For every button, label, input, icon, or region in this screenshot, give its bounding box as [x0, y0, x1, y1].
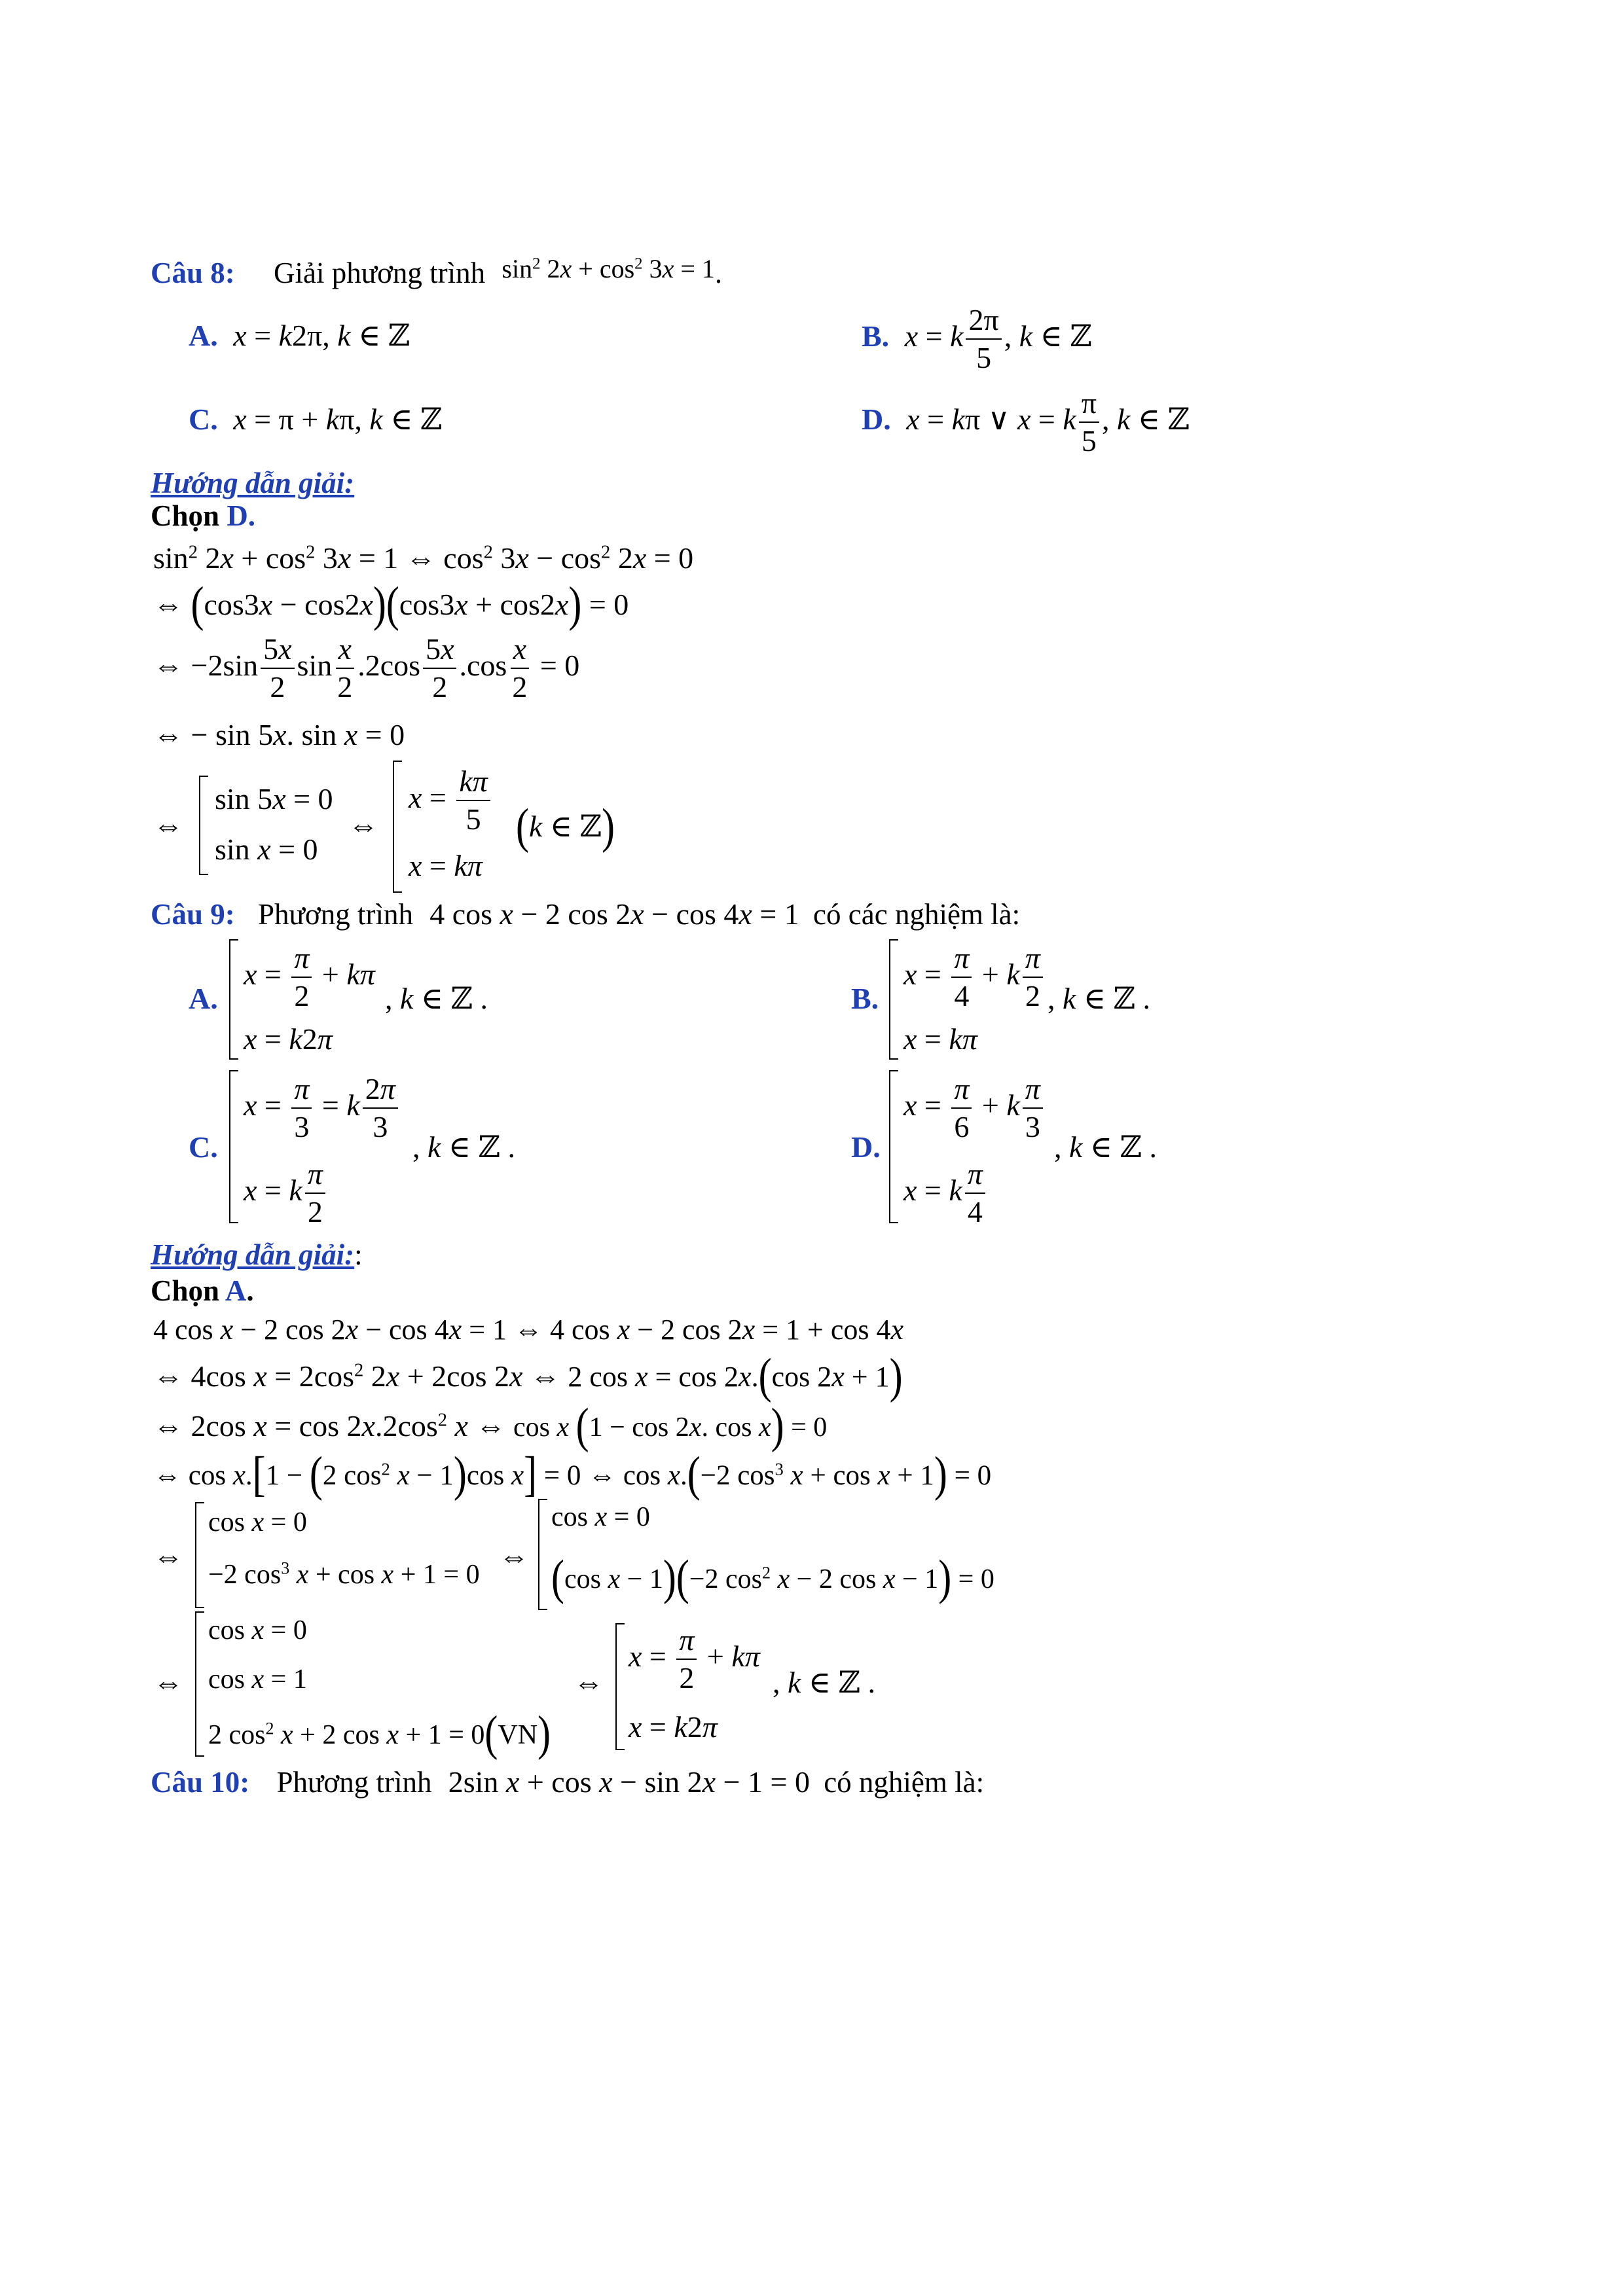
q8-option-b-label: B. — [862, 319, 890, 353]
q9-choice: Chọn A. — [151, 1274, 254, 1307]
q9-option-c-domain: , k ∈ ℤ . — [412, 1130, 516, 1164]
q9-step-6-domain: , k ∈ ℤ . — [773, 1666, 876, 1699]
q9-step-5-line-2: −2 $\cos^3 x + \cos x + 1 = 0$ — [208, 1558, 480, 1590]
q9-option-a-bracket — [229, 939, 238, 1060]
q8-step-5-domain: (k ∈ ℤ) — [516, 798, 615, 853]
q8-choice — [151, 501, 255, 531]
q10-prompt-tail: có nghiệm là: — [824, 1766, 985, 1799]
q9-equation: 4 cos x − 2 cos 2x − cos 4x = 1 — [429, 897, 799, 931]
q9-step-5-bracket-1 — [195, 1502, 204, 1608]
q9-option-a-domain: , k ∈ ℤ . — [385, 982, 488, 1015]
q9-step-1: 4 cos x − 2 cos 2x − cos 4x = 1 ⇔ 4 cos x − 2 cos 2x = 1 + cos 4x — [153, 1314, 903, 1346]
q8-step-3: ⇔ −2sin $\frac{5x}{2}$ sin $\frac{x}{2}$ .2cos $\frac{5x}{2}$ .cos $\frac{x}{2}$ = 0 — [153, 632, 580, 704]
q9-option-d-line-2: x = k $\frac{\pi}{4}$ — [903, 1158, 988, 1229]
q8-step-5-equiv-2: ⇔ — [348, 808, 378, 842]
q9-option-c-bracket — [229, 1070, 238, 1223]
q8-option-b[interactable]: B. x = k $\frac{2\pi}{5}$ , k ∈ ℤ — [862, 303, 1092, 375]
q9-option-d-label[interactable]: D. — [851, 1130, 881, 1164]
q9-step-6-line-3: 2 $\cos^2 x + 2$ cos x + 1 = 0(VN) — [208, 1706, 551, 1761]
q8-option-a-label: A. — [189, 319, 218, 352]
q8-option-c[interactable]: C. x = π + kπ, k ∈ ℤ — [189, 403, 443, 436]
q8-option-d[interactable]: D. x = kπ ∨ x = k $\frac{\pi}{5}$ , k ∈ ℤ — [862, 386, 1190, 458]
q8-step-5-line-3: x = $\frac{k\pi}{5}$ — [409, 766, 493, 836]
q9-step-6-line-5: x = k2π — [629, 1710, 718, 1744]
q9-step-6-bracket-2 — [615, 1623, 625, 1750]
q8-step-5-bracket-2 — [393, 761, 402, 893]
q9-option-b-bracket — [889, 939, 898, 1060]
q9-prompt-tail: có các nghiệm là: — [813, 898, 1021, 931]
q9-step-5-bracket-2 — [538, 1499, 547, 1610]
q8-label: Câu 8: — [151, 257, 235, 289]
q8-choice-word: Chọn — [151, 499, 220, 532]
q8-option-c-label: C. — [189, 403, 218, 436]
q8-option-d-label: D. — [862, 402, 891, 436]
q9-choice-word: Chọn — [151, 1274, 220, 1307]
q9-option-c-line-1: x = $\frac{\pi}{3}$ = k $\frac{2\pi}{3}$ — [244, 1073, 401, 1143]
q9-label: Câu 9: — [151, 898, 235, 931]
q9-step-4: ⇔ cos x.[1 − (2 $\cos^2 x - 1)\cos$ x] = 0 ⇔ cos x.(−2 $\cos^3 x + \cos x + 1) = 0$ — [153, 1446, 992, 1501]
q9-option-b-line-2: x = kπ — [903, 1022, 977, 1056]
q9-guide — [151, 1240, 363, 1270]
q9-header — [151, 899, 1020, 929]
q8-header — [151, 254, 723, 289]
q9-step-6-equiv: ⇔ — [153, 1666, 183, 1699]
q9-step-6-line-1: cos x = 0 — [208, 1615, 307, 1645]
q9-step-5-equiv-2: ⇔ — [499, 1539, 529, 1573]
q9-vn: VN — [498, 1720, 538, 1750]
q9-step-6-line-4: x = $\frac{\pi}{2}$ + kπ — [629, 1623, 760, 1695]
q9-option-d-bracket — [889, 1070, 898, 1223]
q8-option-a[interactable]: A. x = k2π, k ∈ ℤ — [189, 319, 410, 352]
q9-prompt: Phương trình — [258, 898, 413, 931]
q10-header — [151, 1767, 984, 1797]
q8-step-2: ⇔ (cos3x − cos2x)(cos3x + cos2x) = 0 — [153, 577, 629, 632]
q9-step-5-line-3: cos x = 0 — [551, 1502, 650, 1532]
q9-step-3: ⇔ 2cos $x = \cos 2x.2\cos^2$ x ⇔ cos x (1 − cos 2x. cos x) = 0 — [153, 1398, 828, 1453]
q8-step-5-equiv: ⇔ — [153, 808, 183, 842]
q8-choice-letter: D. — [227, 499, 256, 532]
q9-option-b-line-1: x = $\frac{\pi}{4}$ + k $\frac{\pi}{2}$ — [903, 942, 1046, 1013]
q9-guide-tail: : — [354, 1238, 363, 1271]
q8-step-4: ⇔ − sin 5x. sin x = 0 — [153, 718, 405, 751]
q9-option-a-line-2: x = k2π — [244, 1022, 333, 1056]
q10-label: Câu 10: — [151, 1766, 250, 1799]
q9-option-b-label[interactable]: B. — [851, 982, 879, 1015]
q8-equation: $\sin^2 2x + \cos^2 3x = 1$ — [501, 254, 715, 283]
q9-step-6-equiv-2: ⇔ — [574, 1666, 604, 1699]
q9-step-5-line-1: cos x = 0 — [208, 1507, 307, 1537]
q8-step-5-line-1: sin 5x = 0 — [215, 782, 333, 816]
q10-equation: 2sin x + cos x − sin 2x − 1 = 0 — [448, 1765, 810, 1799]
q8-equation-tail: . — [714, 257, 723, 289]
q9-option-c-line-2: x = k $\frac{\pi}{2}$ — [244, 1158, 328, 1229]
q9-option-a-line-1: x = $\frac{\pi}{2}$ + kπ — [244, 941, 375, 1013]
q8-step-5-bracket-1 — [199, 776, 208, 875]
q8-step-5-line-2: sin x = 0 — [215, 833, 318, 866]
q9-step-6-line-2: cos x = 1 — [208, 1664, 307, 1695]
q8-step-5-line-4: x = kπ — [409, 849, 483, 882]
q9-step-5-line-4: (cos x − 1)(−2 $\cos^2 x - 2$ cos x − 1) = 0 — [551, 1550, 994, 1605]
q9-option-d-line-1: x = $\frac{\pi}{6}$ + k $\frac{\pi}{3}$ — [903, 1073, 1046, 1143]
q9-step-6-bracket-1 — [195, 1611, 204, 1757]
q9-option-d-domain: , k ∈ ℤ . — [1054, 1130, 1158, 1164]
q9-option-b-domain: , k ∈ ℤ . — [1048, 982, 1151, 1015]
q9-choice-letter: A — [225, 1274, 247, 1307]
q10-prompt: Phương trình — [276, 1766, 432, 1799]
q9-option-a-label[interactable]: A. — [189, 982, 218, 1015]
q8-step-1: $\sin^2 2x + \cos^2 3x = 1$ ⇔ $\cos^2 3x - \cos^2 2x = 0$ — [153, 541, 694, 575]
q9-guide-heading: Hướng dẫn giải: — [151, 1238, 355, 1271]
q9-option-c-label[interactable]: C. — [189, 1130, 218, 1164]
q8-guide-heading: Hướng dẫn giải: — [151, 467, 355, 499]
q9-step-2: ⇔ 4cos $x = 2\cos^2$ 2x + 2cos 2x ⇔ 2 cos x = cos 2x.(cos 2x + 1) — [153, 1348, 903, 1403]
q9-step-5-equiv: ⇔ — [153, 1539, 183, 1573]
q8-prompt: Giải phương trình — [274, 257, 486, 289]
